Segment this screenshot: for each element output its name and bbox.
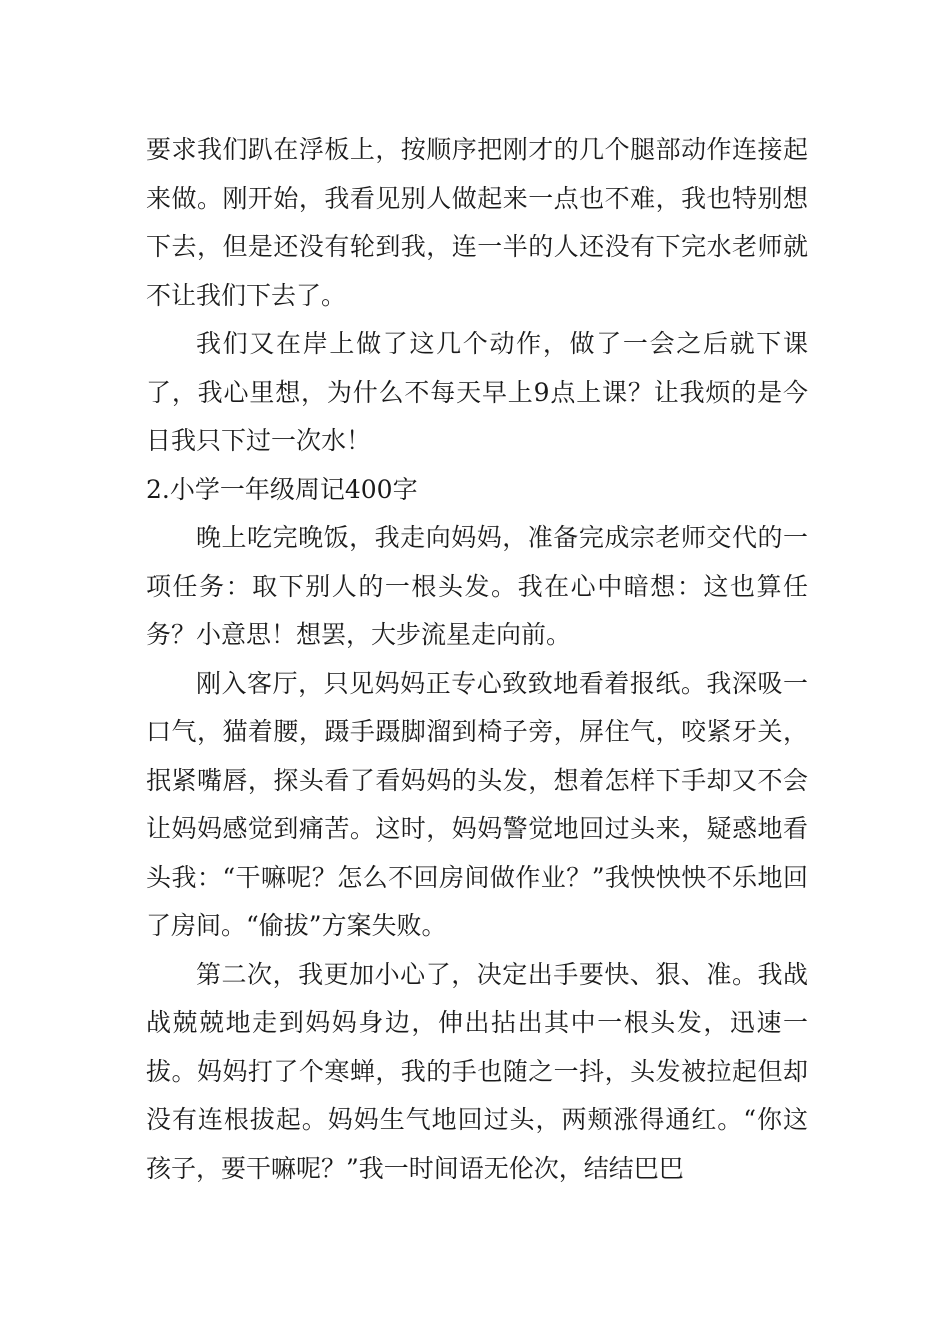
paragraph-class-ends: 我们又在岸上做了这几个动作，做了一会之后就下课了，我心里想，为什么不每天早上9点上课？让我烦的是今日我只下过一次水！ <box>146 329 808 455</box>
paragraph-first-attempt: 刚入客厅，只见妈妈正专心致致地看着报纸。我深吸一口气，猫着腰，蹑手蹑脚溜到椅子旁，屏住气，咬紧牙关，抿紧嘴唇，探头看了看妈妈的头发，想着怎样下手却又不会让妈妈感觉到痛苦。这时，妈妈警觉地回过头来，疑惑地看头我：“干嘛呢？怎么不回房间做作业？”我怏怏怏不乐地回了房间。“偷拔”方案失败。 <box>146 668 808 940</box>
paragraph-swim-practice: 要求我们趴在浮板上，按顺序把刚才的几个腿部动作连接起来做。刚开始，我看见别人做起来一点也不难，我也特别想下去，但是还没有轮到我，连一半的人还没有下完水老师就不让我们下去了。 <box>146 135 808 310</box>
paragraph-task-intro: 晚上吃完晚饭，我走向妈妈，准备完成宗老师交代的一项任务：取下别人的一根头发。我在心中暗想：这也算任务？小意思！想罢，大步流星走向前。 <box>146 523 808 649</box>
section-heading: 2.小学一年级周记400字 <box>146 474 418 504</box>
paragraph-second-attempt: 第二次，我更加小心了，决定出手要快、狠、准。我战战兢兢地走到妈妈身边，伸出拈出其中一根头发，迅速一拔。妈妈打了个寒蝉，我的手也随之一抖，头发被拉起但却没有连根拔起。妈妈生气地回过头，两颊涨得通红。“你这孩子，要干嘛呢？”我一时间语无伦次，结结巴巴 <box>146 959 808 1183</box>
document-body <box>146 126 808 1193</box>
